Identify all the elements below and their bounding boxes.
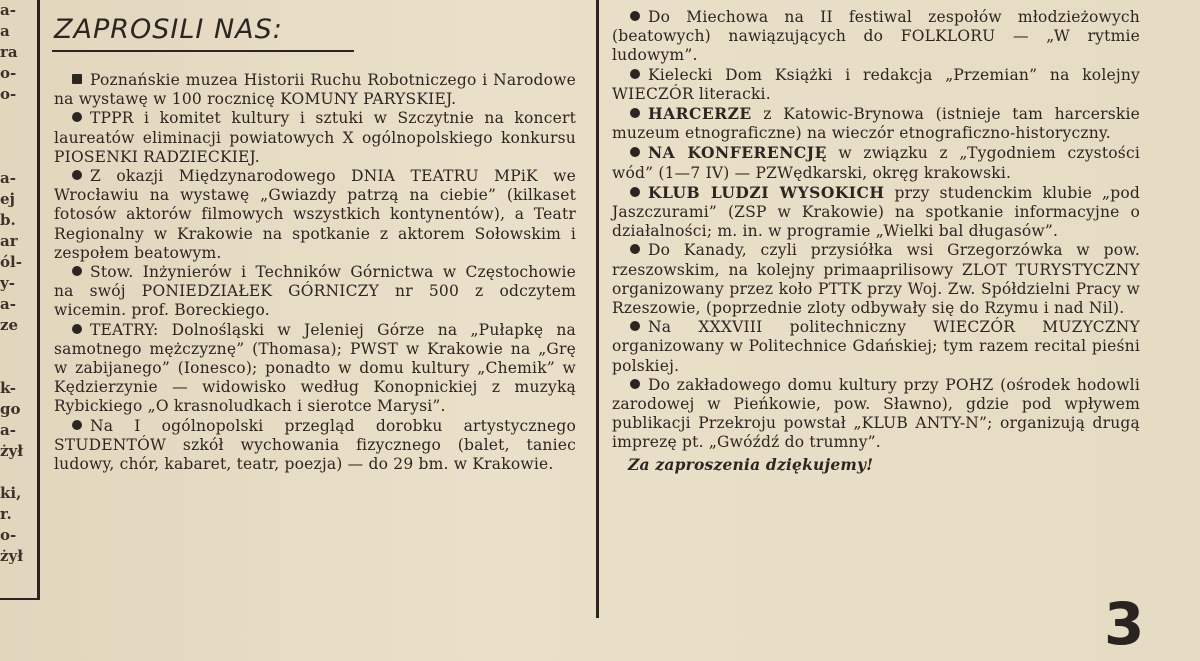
announcement-item	[612, 8, 1140, 66]
item-text: Stow. Inżynierów i Techników Górnictwa w Częstochowie na swój PONIEDZIAŁEK GÓRNICZY nr 500 z odczytem wicemin. prof. Boreckiego.	[54, 263, 576, 320]
announcement-item	[612, 376, 1140, 453]
headline: ZAPROSILI NAS:	[54, 14, 283, 45]
announcement-item	[54, 71, 576, 109]
edge-fragment: a-	[0, 295, 16, 313]
announcement-item	[54, 263, 576, 321]
item-text: Poznańskie muzea Historii Ruchu Robotniczego i Narodowe na wystawę w 100 rocznicę KOMUNY PARYSKIEJ.	[54, 71, 576, 109]
edge-fragment	[0, 462, 30, 483]
edge-fragment	[0, 105, 30, 126]
edge-fragment: a	[0, 22, 10, 40]
column-left	[54, 71, 576, 474]
bullet-icon	[630, 108, 640, 118]
edge-fragment: ej	[0, 190, 15, 208]
edge-fragment: a-	[0, 1, 16, 19]
item-lead-caps: KLUB LUDZI WYSOKICH	[648, 182, 885, 202]
announcement-item	[54, 167, 576, 263]
edge-fragment: żył	[0, 442, 24, 460]
bullet-icon	[630, 321, 640, 331]
column-rule-middle	[596, 0, 599, 618]
edge-fragment: ze	[0, 316, 19, 334]
announcement-item	[612, 143, 1140, 182]
headline-underline	[52, 50, 354, 52]
item-text: TPPR i komitet kultury i sztuki w Szczytnie na koncert laureatów eliminacji powiatowych X ogólnopolskiego konkursu PIOSENKI RADZIECKIEJ.	[54, 109, 576, 166]
announcement-item	[612, 66, 1140, 104]
item-text: TEATRY: Dolnośląski w Jeleniej Górze na „Pułapkę na samotnego mężczyznę” (Thomasa); PWST w Krakowie na „Grę w zabijanego” (Ionesco); ponadto w domu kultury „Chemik” w Kędzierzynie — widowisko według Konopnickiej z muzyką Rybickiego „O krasnoludkach i sierotce Marysi”.	[54, 320, 576, 416]
edge-fragment: r.	[0, 505, 12, 523]
bullet-icon	[630, 187, 640, 197]
announcement-item	[612, 104, 1140, 143]
edge-fragment: żył	[0, 547, 24, 565]
item-text: Do Miechowa na II festiwal zespołów młodzieżowych (beatowych) nawiązujących do FOLKLORU — „W rytmie ludowym”.	[612, 8, 1140, 65]
announcement-item	[612, 241, 1140, 318]
edge-fragment	[0, 126, 30, 147]
edge-fragment: o-	[0, 526, 17, 544]
item-text: Do Kanady, czyli przysiółka wsi Grzegorzówka w pow. rzeszowskim, na kolejny primaaprilisowy ZLOT TURYSTYCZNY organizowany przez koło PTTK przy Woj. Zw. Spółdzielni Pracy w Rzeszowie, (poprzednie zloty odbywały się do Rzymu i nad Nil).	[612, 241, 1140, 318]
announcement-item	[612, 318, 1140, 376]
closing-thanks: Za zaproszenia dziękujemy!	[628, 454, 874, 474]
item-text: Kielecki Dom Książki i redakcja „Przemian” na kolejny WIECZÓR literacki.	[612, 65, 1140, 103]
edge-fragment: o-	[0, 64, 17, 82]
edge-fragment: go	[0, 400, 21, 418]
edge-fragment: ól-	[0, 253, 22, 271]
bullet-icon	[630, 11, 640, 21]
item-text: Na I ogólnopolski przegląd dorobku artystycznego STUDENTÓW szkół wychowania fizycznego (balet, taniec ludowy, chór, kabaret, teatr, poezja) — do 29 bm. w Krakowie.	[54, 416, 576, 474]
bottom-rule-left	[0, 598, 38, 600]
item-text: Na XXXVIII politechniczny WIECZÓR MUZYCZNY organizowany w Politechnice Gdańskiej; tym razem recital pieśni polskiej.	[612, 318, 1140, 375]
edge-fragment: b.	[0, 211, 16, 229]
page-number: 3	[1104, 590, 1145, 658]
bullet-icon	[630, 69, 640, 79]
edge-fragment: ar	[0, 232, 18, 250]
item-text: Z okazji Międzynarodowego DNIA TEATRU MPiK we Wrocławiu na wystawę „Gwiazdy patrzą na ciebie” (kilkaset fotosów aktorów filmowych wszystkich kontynentów), a Teatr Regionalny w Krakowie na spotkanie z aktorem Sołowskim i zespołem beatowym.	[54, 167, 576, 262]
announcement-item	[54, 321, 576, 417]
bullet-icon	[72, 266, 82, 276]
bullet-icon	[72, 420, 82, 430]
announcement-item	[54, 109, 576, 167]
edge-fragment	[0, 357, 30, 378]
item-lead-caps: HARCERZE	[648, 104, 752, 124]
edge-fragment: a-	[0, 169, 16, 187]
bullet-icon	[630, 244, 640, 254]
column-right	[612, 8, 1140, 474]
item-text: przy studenckim klubie „pod Jaszczurami” (ZSP w Krakowie) na spotkanie informacyjne o działalności; m. in. w programie „Wielki bal długasów”.	[612, 183, 1140, 241]
edge-fragment	[0, 147, 30, 168]
edge-fragment: ki,	[0, 484, 22, 502]
edge-fragment	[0, 336, 30, 357]
announcement-item	[612, 183, 1140, 242]
bullet-icon	[72, 112, 82, 122]
item-text: w związku z „Tygodniem czystości wód” (1—7 IV) — PZWędkarski, okręg krakowski.	[612, 144, 1140, 182]
edge-fragment: a-	[0, 421, 16, 439]
bullet-icon	[72, 324, 82, 334]
bullet-icon	[630, 147, 640, 157]
bullet-icon	[72, 74, 82, 84]
bullet-icon	[72, 170, 82, 180]
item-text: Do zakładowego domu kultury przy POHZ (ośrodek hodowli zarodowej w Pieńkowie, pow. Sławno), gdzie pod wpływem publikacji Przekroju powstał „KLUB ANTY-N”; organizują drugą imprezę pt. „Gwóźdź do trumny”.	[612, 375, 1140, 452]
item-text: z Katowic-Brynowa (istnieje tam harcerskie muzeum etnograficzne) na wieczór etnograficzno-historyczny.	[612, 105, 1140, 143]
left-column-fragment	[0, 0, 30, 600]
edge-fragment: k-	[0, 379, 17, 397]
edge-fragment: y-	[0, 274, 15, 292]
announcement-item	[54, 417, 576, 475]
edge-fragment: ra	[0, 43, 18, 61]
bullet-icon	[630, 379, 640, 389]
column-rule-left	[37, 0, 40, 600]
edge-fragment: o-	[0, 85, 17, 103]
item-lead-caps: NA KONFERENCJĘ	[648, 143, 827, 163]
